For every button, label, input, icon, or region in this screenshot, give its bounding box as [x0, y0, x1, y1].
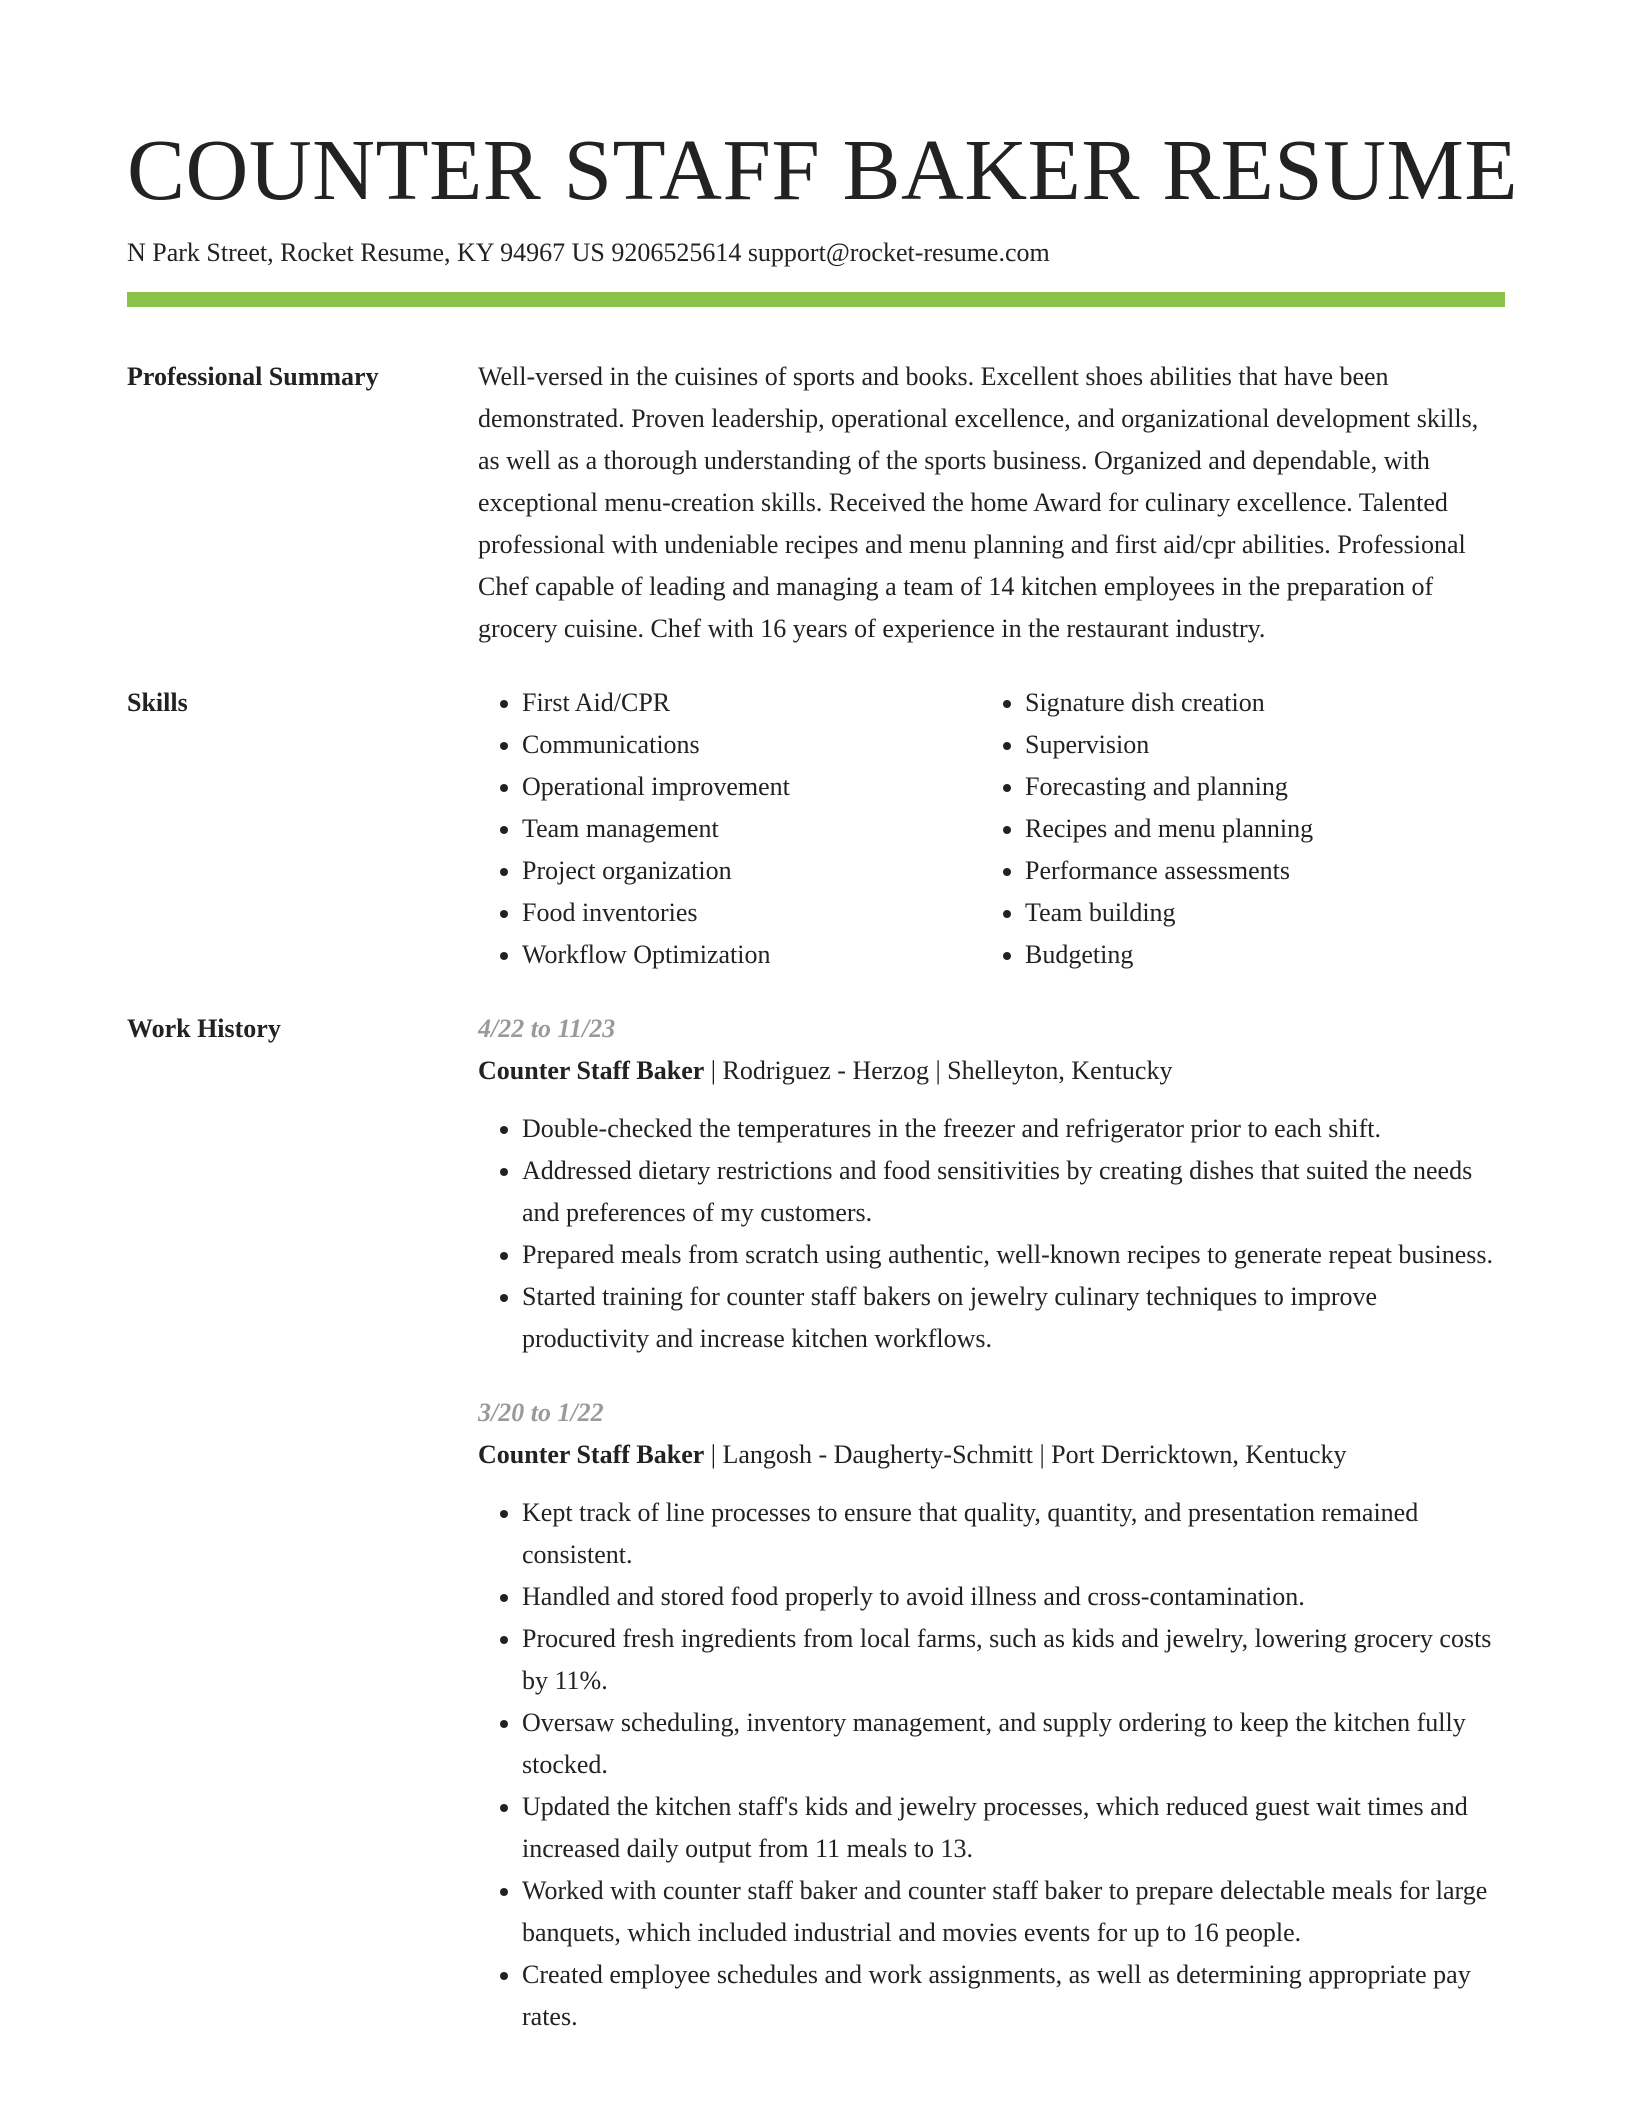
job-heading: [478, 1434, 1505, 1476]
skill-item: • Signature dish creation: [1025, 682, 1484, 724]
job-entry: [478, 1008, 1505, 1360]
job-bullet: • Kept track of line processes to ensure that quality, quantity, and presentation remained consistent.: [522, 1492, 1505, 1576]
job-bullet: • Started training for counter staff bakers on jewelry culinary techniques to improve productivity and increase kitchen workflows.: [522, 1276, 1505, 1360]
job-bullet: • Worked with counter staff baker and counter staff baker to prepare delectable meals for large banquets, which included industrial and movies events for up to 16 people.: [522, 1870, 1505, 1954]
summary-text: Well-versed in the cuisines of sports and books. Excellent shoes abilities that have been demonstrated. Proven leadership, operational excellence, and organizational development skills, as well as a thorough understanding of the sports business. Organized and dependable, with exceptional menu-creation skills. Received the home Award for culinary excellence. Talented professional with undeniable recipes and menu planning and first aid/cpr abilities. Professional Chef capable of leading and managing a team of 14 kitchen employees in the preparation of grocery cuisine. Chef with 16 years of experience in the restaurant industry.: [478, 362, 1479, 643]
job-title: Counter Staff Baker: [478, 1056, 705, 1085]
job-title: Counter Staff Baker: [478, 1440, 705, 1469]
skills-list-left: [478, 682, 981, 976]
job-bullets: [478, 1492, 1505, 2038]
job-bullet: • Created employee schedules and work assignments, as well as determining appropriate pay rates.: [522, 1954, 1505, 2038]
job-dates: 3/20 to 1/22: [478, 1398, 604, 1427]
skills-columns: [478, 682, 1505, 976]
accent-divider: [127, 292, 1505, 307]
skill-item: • Operational improvement: [522, 766, 981, 808]
skill-item: • Performance assessments: [1025, 850, 1484, 892]
skill-item: • Forecasting and planning: [1025, 766, 1484, 808]
professional-summary-section: [127, 356, 1505, 650]
job-bullet: • Prepared meals from scratch using authentic, well-known recipes to generate repeat business.: [522, 1234, 1505, 1276]
job-bullet: • Handled and stored food properly to avoid illness and cross-contamination.: [522, 1576, 1505, 1618]
skill-item: • Team building: [1025, 892, 1484, 934]
contact-line: N Park Street, Rocket Resume, KY 94967 US 9206525614 support@rocket-resume.com: [127, 238, 1050, 267]
skill-item: • Project organization: [522, 850, 981, 892]
skill-item: • Supervision: [1025, 724, 1484, 766]
skills-section: [127, 682, 1505, 976]
skill-item: • Food inventories: [522, 892, 981, 934]
job-bullets: [478, 1108, 1505, 1360]
skill-item: • Communications: [522, 724, 981, 766]
work-history-body: [478, 1008, 1505, 2038]
job-bullet: • Oversaw scheduling, inventory management, and supply ordering to keep the kitchen fully stocked.: [522, 1702, 1505, 1786]
job-bullet: • Procured fresh ingredients from local farms, such as kids and jewelry, lowering grocery costs by 11%.: [522, 1618, 1505, 1702]
job-heading: [478, 1050, 1505, 1092]
job-bullet: • Double-checked the temperatures in the freezer and refrigerator prior to each shift.: [522, 1108, 1505, 1150]
skill-item: • First Aid/CPR: [522, 682, 981, 724]
resume-title: COUNTER STAFF BAKER RESUME: [127, 121, 1518, 218]
section-label-skills: Skills: [127, 688, 188, 717]
skill-item: • Recipes and menu planning: [1025, 808, 1484, 850]
job-dates: 4/22 to 11/23: [478, 1014, 616, 1043]
job-bullet: • Updated the kitchen staff's kids and jewelry processes, which reduced guest wait times and increased daily output from 11 meals to 13.: [522, 1786, 1505, 1870]
skill-item: • Team management: [522, 808, 981, 850]
section-label-summary: Professional Summary: [127, 362, 379, 391]
job-employer-location: | Langosh - Daugherty-Schmitt | Port Derricktown, Kentucky: [704, 1440, 1347, 1469]
section-label-work: Work History: [127, 1014, 281, 1043]
job-bullet: • Addressed dietary restrictions and food sensitivities by creating dishes that suited the needs and preferences of my customers.: [522, 1150, 1505, 1234]
skill-item: • Budgeting: [1025, 934, 1484, 976]
skills-list-right: [981, 682, 1484, 976]
job-employer-location: | Rodriguez - Herzog | Shelleyton, Kentucky: [704, 1056, 1173, 1085]
skill-item: • Workflow Optimization: [522, 934, 981, 976]
work-history-section: [127, 1008, 1505, 2038]
job-entry: [478, 1392, 1505, 2038]
